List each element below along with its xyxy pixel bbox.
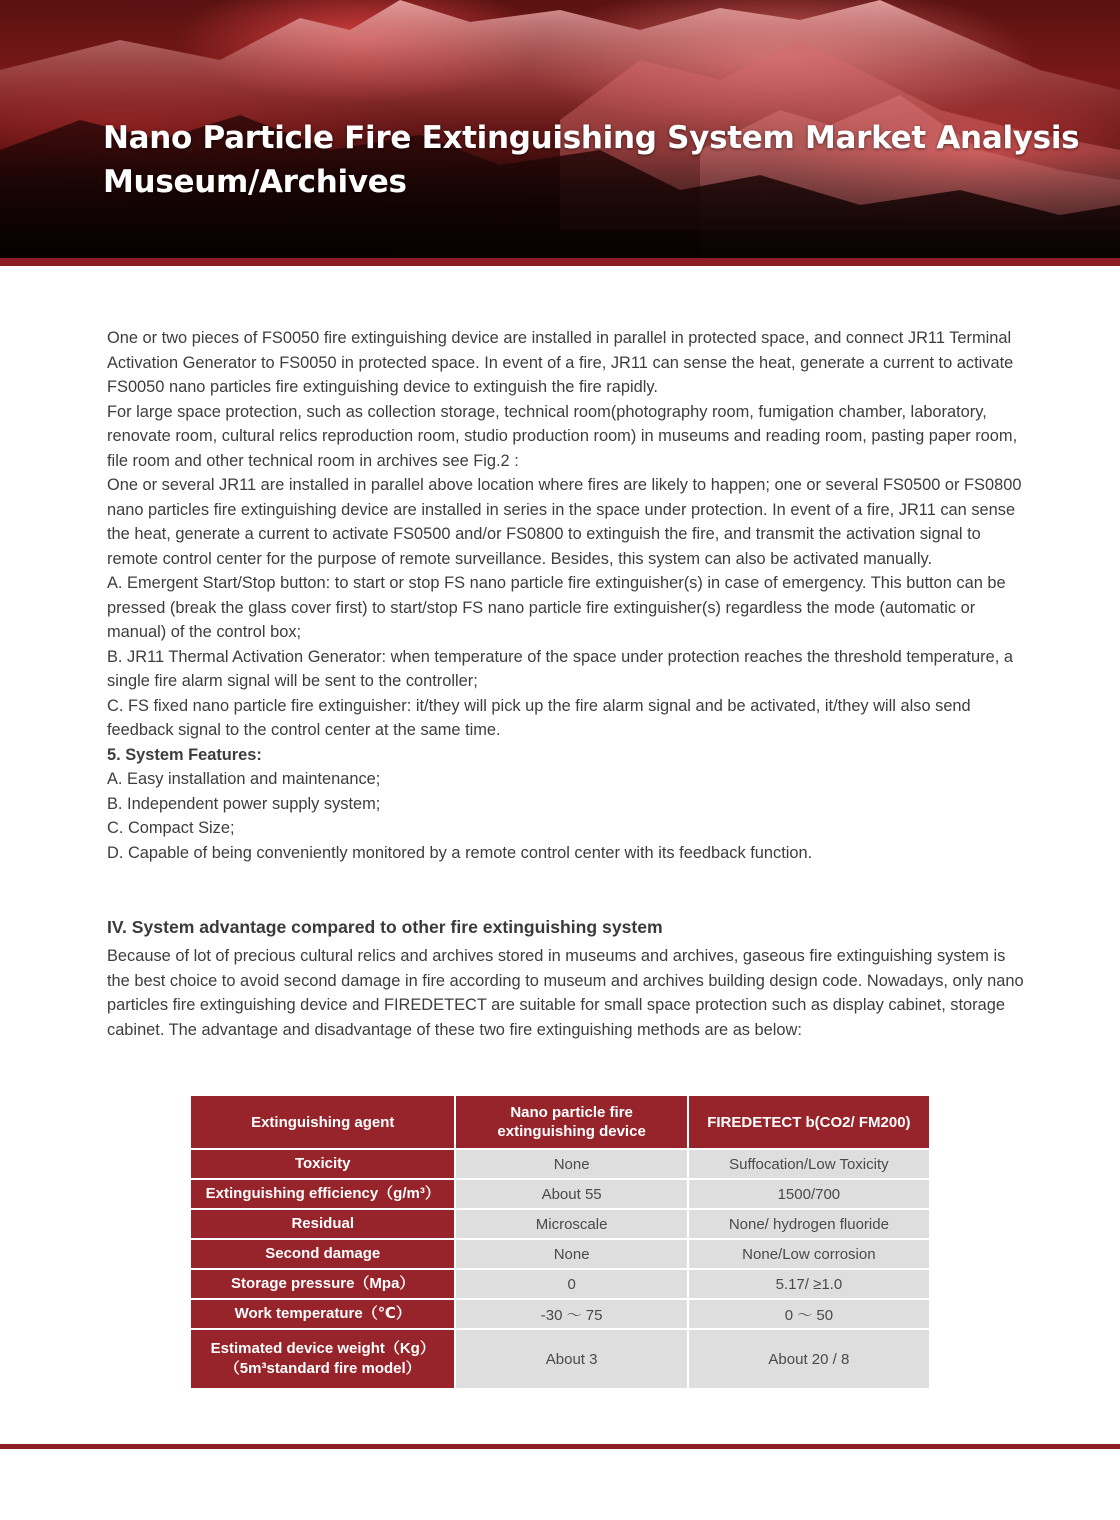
table-row [191,1240,929,1270]
paragraph: One or two pieces of FS0050 fire extinguishing device are installed in parallel in protected space, and connect JR11 Terminal Activation Generator to FS0050 in protected space. In event of a fire, JR11 can sense the heat, generate a current to activate FS0050 nano particles fire extinguishing device to extinguish the fire rapidly. [107,329,1014,396]
nano-value: None [456,1150,688,1180]
comparison-table [191,1096,929,1390]
table-row [191,1330,929,1390]
header-divider [0,258,1120,266]
section-heading: IV. System advantage compared to other fire extinguishing system [107,917,663,937]
firedetect-value: 0 ～ 50 [689,1300,929,1330]
feature-item: C. Compact Size; [107,819,235,837]
firedetect-value: Suffocation/Low Toxicity [689,1150,929,1180]
features-heading: 5. System Features: [107,745,262,764]
feature-item: B. Independent power supply system; [107,794,381,813]
row-label: Extinguishing efficiency（g/m³） [191,1180,456,1210]
row-label: Second damage [191,1240,456,1270]
header-firedetect: FIREDETECT b(CO2/ FM200) [689,1096,929,1150]
paragraph: C. FS fixed nano particle fire extinguisher: it/they will pick up the fire alarm signal and be activated, it/they will also send feedback signal to the control center at the same time. [107,696,971,739]
firedetect-value: None/Low corrosion [689,1240,929,1270]
header-banner [0,0,1120,258]
firedetect-value: 5.17/ ≥1.0 [689,1270,929,1300]
page-title-line-2: Museum/Archives [103,164,407,200]
firedetect-value: None/ hydrogen fluoride [689,1210,929,1240]
firedetect-value: About 20 / 8 [689,1330,929,1390]
body-text [107,326,1027,865]
table-row [191,1180,929,1210]
row-label: Work temperature（℃） [191,1300,456,1330]
nano-value: 0 [456,1270,688,1300]
header-extinguishing-agent: Extinguishing agent [191,1096,456,1150]
row-label-line-1: Estimated device weight（Kg） [210,1340,435,1357]
paragraph: For large space protection, such as collection storage, technical room(photography room, fumigation chamber, laboratory, renovate room, cultural relics reproduction room, studio production room) in museums and reading room, pasting paper room, file room and other technical room in archives see Fig.2 : [107,402,1018,470]
row-label: Residual [191,1210,456,1240]
table-row [191,1210,929,1240]
table-row [191,1300,929,1330]
section-paragraph: Because of lot of precious cultural relics and archives stored in museums and archives, gaseous fire extinguishing system is the best choice to avoid second damage in fire according to museum and archives building design code. Nowadays, only nano particles fire extinguishing device and FIREDETECT are suitable for small space protection such as display cabinet, storage cabinet. The advantage and disadvantage of these two fire extinguishing methods are as below: [107,947,1024,1039]
feature-item: D. Capable of being conveniently monitored by a remote control center with its feedback function. [107,843,813,862]
paragraph: A. Emergent Start/Stop button: to start or stop FS nano particle fire extinguisher(s) in case of emergency. This button can be pressed (break the glass cover first) to start/stop FS nano particle fire extinguisher(s) regardless the mode (automatic or manual) of the control box; [107,574,1006,641]
paragraph: One or several JR11 are installed in parallel above location where fires are likely to happen; one or several FS0500 or FS0800 nano particles fire extinguishing device are installed in series in the space under protection. In event of a fire, JR11 can sense the heat, generate a current to activate FS0500 and/or FS0800 to extinguish the fire, and transmit the activation signal to remote control center for the purpose of remote surveillance. Besides, this system can also be activated manually. [107,476,1022,568]
table-row [191,1270,929,1300]
row-label [191,1330,456,1390]
nano-value: None [456,1240,688,1270]
row-label-line-2: （5m³standard fire model） [224,1360,421,1377]
footer-divider [0,1444,1120,1449]
table-row [191,1150,929,1180]
nano-value: Microscale [456,1210,688,1240]
page-title-line-1: Nano Particle Fire Extinguishing System Market Analysis [103,120,1080,156]
row-label: Toxicity [191,1150,456,1180]
feature-item: A. Easy installation and maintenance; [107,770,381,788]
page-title [103,116,1079,204]
header-nano-particle: Nano particle fire extinguishing device [456,1096,688,1150]
nano-value: About 55 [456,1180,688,1210]
nano-value: -30 ～ 75 [456,1300,688,1330]
firedetect-value: 1500/700 [689,1180,929,1210]
nano-value: About 3 [456,1330,688,1390]
table-header-row [191,1096,929,1150]
row-label: Storage pressure（Mpa） [191,1270,456,1300]
paragraph: B. JR11 Thermal Activation Generator: when temperature of the space under protection reaches the threshold temperature, a single fire alarm signal will be sent to the controller; [107,647,1013,690]
